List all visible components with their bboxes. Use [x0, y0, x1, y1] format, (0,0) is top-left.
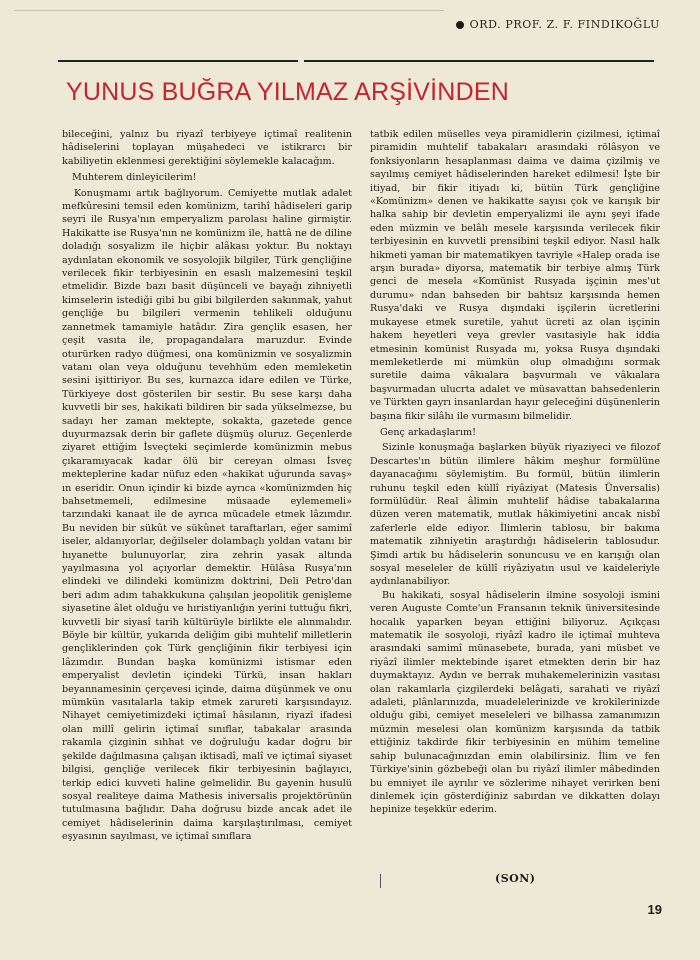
running-header: [456, 18, 660, 31]
paragraph: Sizinle konuşmağa başlarken büyük riyaziyeci ve filozof Descartes'ın bütün ilimlere hâkim meşhur formülüne dayanacağımı söylemiştim. Bu formül, bütün ilimlerin ruhunu teşkil eden küllî riyâziyat (Matesis Ünversalis) formülüdür. Real âlimin muhtelif hâdise tabakalarına düzen veren matematik, mutlak hâkimiyetini ancak nisbî zaferlerle elde ediyor. İlimlerin tablosu, bir bakıma matematik zihniyetin araştırdığı hâdiselerin tablosudur. Şimdi artık bu hâdiselerin sonuncusu ve en karışığı olan sosyal meseleler de küllî riyâziyatın usul ve kaideleriyle aydınlanabiliyor.: [370, 442, 660, 588]
page-number: 19: [647, 902, 662, 917]
paragraph: bileceğini, yalnız bu riyazî terbiyeye içtimaî realitenin hâdiselerini toplayan müşahedeci ve istikrarcı bir kabiliyetin eklenmesi gerektiğini söylemekle kalacağım.: [62, 129, 352, 167]
margin-mark: [380, 874, 381, 888]
paragraph: Bu hakikati, sosyal hâdiselerin ilmine sosyoloji ismini veren Auguste Comte'un Fransanın teknik üniversitesinde hocalık yaparken beyan ettiğini biliyoruz. Açıkçası matematik ile sosyoloji, riyâzî kadro ile içtimaî muhteva arasındaki samimî münasebete, burada, yani müsbet ve riyâzî ilimler mektebinde işaret etmekten derin bir haz duymaktayız. Aydın ve berrak muhakemelerinizin vasıtası olan rakamlarla çizgilerdeki belâgati, sarahati ve riyâzî adaleti, plânlarınızda, muadelelerinizde ve krokilerinizde olduğu gibi, cemiyet meseleleri ve bilhassa zamanımızın müzmin meselesi olan komünizm karşısında da tatbik ettiğiniz takdirde fikir terbiyesinin en mühim temeline sahip bulunacağınızdan emin olabilirsiniz. İlim ve fen Türkiye'sinin gözbebeği olan bu riyâzî ilimler mâbedinden bu emniyet ile ayrılır ve sözlerime nihayet verirken beni dinlemek için gösterdiğiniz sabırdan ve dikkatten dolayı hepinize teşekkür ederim.: [370, 589, 660, 816]
header-rule-left: [58, 60, 298, 62]
closing-mark: (SON): [495, 872, 536, 885]
paragraph: tatbik edilen müselles veya piramidlerin çizilmesi, içtimaî piramidin muhtelif tabakaları arasındaki rölâsyon ve fonksiyonların hesaplanması daima ve daima çizilmiş ve sayılmış cemiyet hâdiselerinden hareket edilmesi! İşte bir itiyad, bir fikir itiyadı ki, bütün Türk gençliğine «Komünizm» denen ve hakikatte sayısı çok ve karışık bir halka sahip bir devletin emperyalizmi ile aynı şeyi ifade eden müzmin ve belâlı mesele karşısında verilecek fikir terbiyesinin en kuvvetli prensibini teşkil ediyor. Nasıl halk hikmeti yaman bir matematikyen tavriyle «Halep orada ise arşın burada» diyorsa, matematik bir terbiye almış Türk genci de mesela «Komünist Rusyada işçinin mes'ut durumu» ndan bahseden bir bahtsız karşısında hemen Rusya'daki ve Rusya dışındaki işçilerin ücretlerini mukayese etmek suretile, yahut ücreti az olan işçinin hakem heyetleri veya grevler vasıtasiyle hak iddia etmesinin komünist Rusyada mı, yoksa Rusya dışındaki memleketlerde mi mümkün olup olmadığını sormak suretile daima vâkıalara başvurmalı ve vâkıalara başvurmadan ulucrta adalet ve müsavattan bahsedenlerin ve Türkten gayrı insanlardan hayır geleceğini düşünenlerin başına fikir silâhı ile vurmasını bilmelidir.: [370, 129, 660, 422]
header-rule-right: [304, 60, 654, 62]
archive-title: YUNUS BUĞRA YILMAZ ARŞİVİNDEN: [66, 78, 509, 106]
left-column: [62, 128, 352, 844]
author-name: ORD. PROF. Z. F. FINDIKOĞLU: [469, 18, 660, 31]
salutation: Muhterem dinleyicilerim!: [72, 172, 197, 184]
right-column: [370, 128, 660, 817]
paragraph: Konuşmamı artık bağlıyorum. Cemiyette mutlak adalet mefkûresini temsil eden komünizm, tarihî hâdiseleri garip seyri ile Rusya'nın emperyalizm parolası haline girmiştir. Hakikatte ise Rusya'nın ne komünizm ile, hattâ ne de diline doladığı sosyalizm ile hiçbir alâkası yoktur. Bu noktayı aydınlatan ekonomik ve sosyolojik bilgiler, Türk gençliğine verilecek fikir terbiyesinin en esaslı malzemesini teşkil etmelidir. Bizde bazı basit düşünceli ve bayağı zihniyetli kimselerin istediği gibi bu gibi bilgilerden sakınmak, yahut gençliğe bu bilgileri vermenin tehlikeli olduğunu zannetmek tamamiyle hatâdır. Zira gençlik esasen, her çeşit vasıta ile, propagandalara maruzdur. Evinde oturürken radyo düğmesi, ona komünizmin ve sosyalizmin vatanı olan veya olduğunu tevehhüm eden memleketin sesini işittiriyor. Bu ses, kurnazca idare edilen ve Türke, Türkiyeye dost gösterilen bir sestir. Bu sese karşı daha kuvvetli bir ses, hakikati bildiren bir sada yükselmezse, bu sadayı her zaman mektepte, sokakta, gazetede gence duyurmazsak derin bir gaflete düşmüş oluruz. Geçenlerde ziyaret ettiğim İsveçteki seçimlerde komünizmin mebus çıkaramıyacak kadar ölü bir cereyan olması İsveç mekteplerine kadar nüfuz eden «hakikat uğurunda savaş» ın eseridir. Onun içindir ki bizde ayrıca «komünizmden hiç bahsetmemeli, edilmesine müsaade eylememeli» tarzındaki kanaat ile de ayrıca mücadele etmek lâzımdır. Bu neviden bir sükût ve sükûnet taraftarları, eğer samimî iseler, aldanıyorlar, değilseler dolambaçlı yoldan vatanı bir hıyanette bulunuyorlar, zira zehrin yasak altında yayılmasına yol açıyorlar demektir. Hülâsa Rusya'nın elindeki ve dilindeki komünizm doktrini, Deli Petro'dan beri adım adım tahakkukuna çalışılan jeopolitik genişleme siyasetine âlet olduğu ve hıristiyanlığın yerini tuttuğu fikri, kuvvetli bir siyasî tarih kültürüyle birlikte ele alınmalıdır. Böyle bir kültür, yukarıda deliğim gibi muhtelif milletlerin gençliklerinden çok Türk gençliğinin fikir terbiyesi için lâzımdır. Bundan başka komünizmi istismar eden emperyalist devletin içindeki Türkü, insan hakları beyannamesinin çerçevesi içinde, daima düşünmek ve onu mümkün vasıtalarla takip etmek zarureti karşısındayız. Nihayet cemiyetimizdeki içtimaî hâsılanın, riyazî ifadesi olan millî gelirin içtimaî sınıflar, tabakalar arasında rakamla çizginin sıhhat ve doğruluğu kadar doğru bir şekilde dağılmasına çalışan iktisadî, malî ve içtimaî siyaset bilgisi, gençliğe verilecek fikir terbiyesinin bağlayıcı, terkip edici kuvveti haline gelmelidir. Bu gayenin husulü sosyal realiteye daima Mathesis iniversalis projektörünün tutulmasına bağlıdır. Daha doğrusu bizde ancak adet ile cemiyet hâdiselerinin daima karşılaştırılması, cemiyet eşyasının sayılması, ve içtimaî sınıflara: [62, 187, 352, 843]
bullet-icon: [456, 21, 464, 29]
salutation: Genç arkadaşlarım!: [380, 426, 476, 438]
top-faint-rule: [14, 10, 444, 11]
